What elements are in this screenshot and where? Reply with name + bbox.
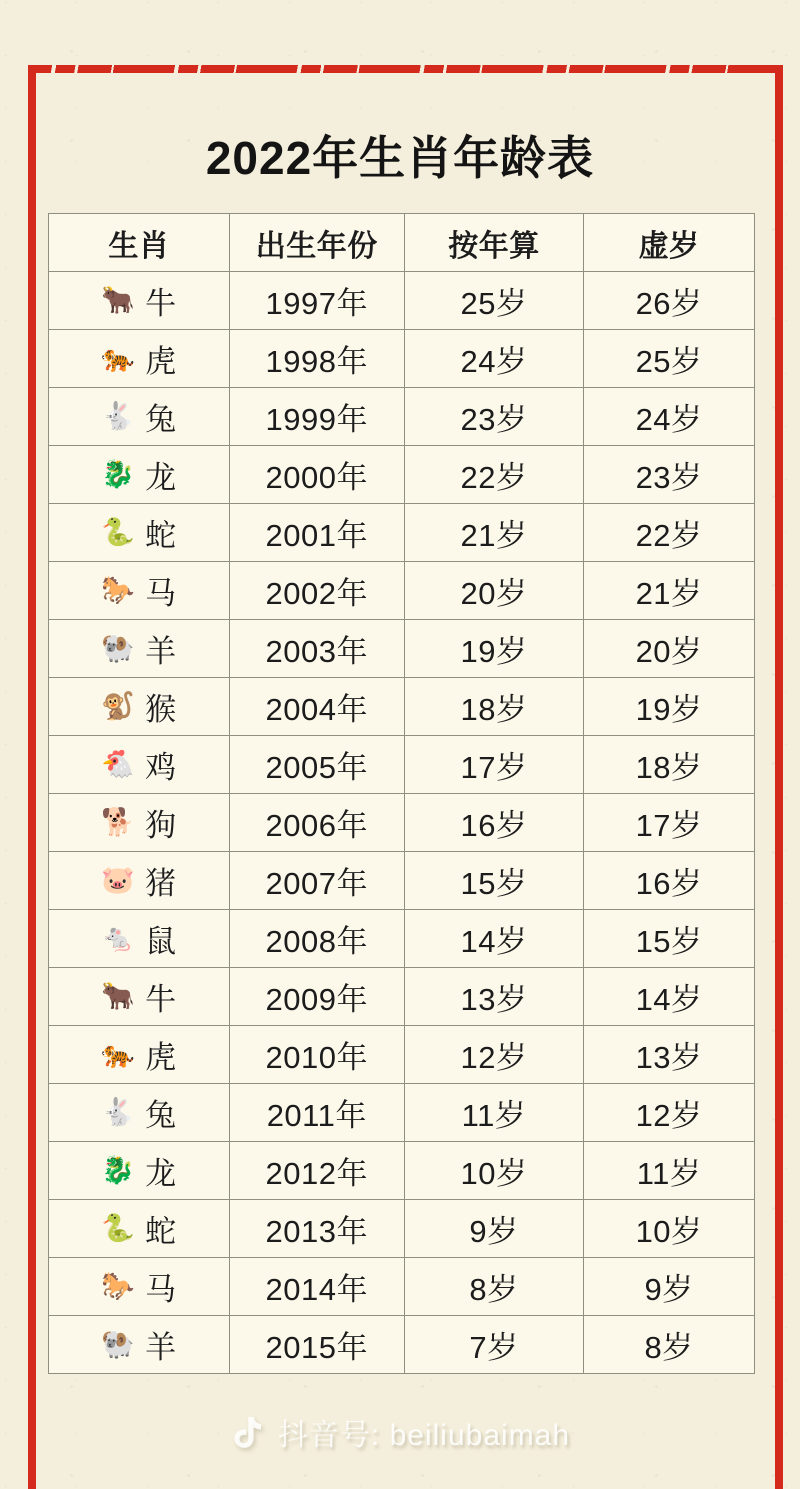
cell-zodiac	[49, 1084, 230, 1142]
cell-zodiac	[49, 504, 230, 562]
cell-age-by-year: 17岁	[404, 736, 583, 794]
watermark-text: 抖音号: beiliubaimah	[277, 1419, 571, 1452]
cell-nominal-age: 9岁	[584, 1258, 755, 1316]
ox-emoji: 🐂	[101, 285, 136, 316]
zodiac-label: 兔	[145, 1098, 177, 1133]
douyin-logo-icon	[230, 1413, 266, 1451]
zodiac-label: 鸡	[145, 750, 177, 785]
cell-nominal-age: 14岁	[584, 968, 755, 1026]
cell-zodiac	[49, 968, 230, 1026]
cell-birth-year: 2004年	[229, 678, 404, 736]
zodiac-age-table	[48, 213, 755, 1374]
header-age-by-year: 按年算	[404, 214, 583, 272]
zodiac-label: 羊	[145, 1330, 177, 1365]
cell-zodiac	[49, 852, 230, 910]
cell-birth-year: 2002年	[229, 562, 404, 620]
zodiac-label: 猪	[145, 866, 177, 901]
cell-age-by-year: 15岁	[404, 852, 583, 910]
zodiac-label: 龙	[145, 1156, 177, 1191]
cell-age-by-year: 25岁	[404, 272, 583, 330]
cell-birth-year: 1999年	[229, 388, 404, 446]
monkey-emoji: 🐒	[101, 691, 136, 722]
table-row	[49, 272, 755, 330]
cell-age-by-year: 18岁	[404, 678, 583, 736]
zodiac-label: 蛇	[145, 518, 177, 553]
table-row	[49, 620, 755, 678]
watermark	[0, 1410, 800, 1454]
cell-age-by-year: 22岁	[404, 446, 583, 504]
cell-zodiac	[49, 736, 230, 794]
cell-nominal-age: 10岁	[584, 1200, 755, 1258]
cell-zodiac	[49, 272, 230, 330]
zodiac-label: 牛	[145, 982, 177, 1017]
rat-emoji: 🐁	[101, 923, 136, 954]
table-row	[49, 330, 755, 388]
table-row	[49, 1200, 755, 1258]
zodiac-label: 兔	[145, 402, 177, 437]
cell-nominal-age: 26岁	[584, 272, 755, 330]
cell-zodiac	[49, 446, 230, 504]
zodiac-label: 蛇	[145, 1214, 177, 1249]
cell-nominal-age: 23岁	[584, 446, 755, 504]
cell-nominal-age: 19岁	[584, 678, 755, 736]
table-row	[49, 388, 755, 446]
cell-age-by-year: 13岁	[404, 968, 583, 1026]
cell-nominal-age: 8岁	[584, 1316, 755, 1374]
cell-zodiac	[49, 910, 230, 968]
cell-zodiac	[49, 1026, 230, 1084]
cell-birth-year: 1997年	[229, 272, 404, 330]
cell-nominal-age: 13岁	[584, 1026, 755, 1084]
cell-zodiac	[49, 1142, 230, 1200]
cell-nominal-age: 12岁	[584, 1084, 755, 1142]
cell-nominal-age: 22岁	[584, 504, 755, 562]
cell-birth-year: 2007年	[229, 852, 404, 910]
zodiac-label: 羊	[145, 634, 177, 669]
dragon-emoji: 🐉	[101, 459, 136, 490]
cell-birth-year: 2015年	[229, 1316, 404, 1374]
table-row	[49, 968, 755, 1026]
header-zodiac: 生肖	[49, 214, 230, 272]
zodiac-label: 鼠	[145, 924, 177, 959]
table-row	[49, 1316, 755, 1374]
cell-birth-year: 2003年	[229, 620, 404, 678]
table-row	[49, 852, 755, 910]
table-header-row	[49, 214, 755, 272]
cell-nominal-age: 16岁	[584, 852, 755, 910]
table-row	[49, 1026, 755, 1084]
cell-birth-year: 2006年	[229, 794, 404, 852]
cell-birth-year: 2005年	[229, 736, 404, 794]
cell-zodiac	[49, 1200, 230, 1258]
cell-birth-year: 2000年	[229, 446, 404, 504]
cell-birth-year: 2014年	[229, 1258, 404, 1316]
cell-age-by-year: 11岁	[404, 1084, 583, 1142]
cell-birth-year: 2009年	[229, 968, 404, 1026]
cell-zodiac	[49, 330, 230, 388]
cell-nominal-age: 15岁	[584, 910, 755, 968]
rooster-emoji: 🐔	[101, 749, 136, 780]
cell-zodiac	[49, 1316, 230, 1374]
cell-zodiac	[49, 1258, 230, 1316]
table-row	[49, 1084, 755, 1142]
zodiac-label: 虎	[145, 344, 177, 379]
cell-age-by-year: 24岁	[404, 330, 583, 388]
snake-emoji: 🐍	[101, 517, 136, 548]
cell-age-by-year: 20岁	[404, 562, 583, 620]
dog-emoji: 🐕	[101, 807, 136, 838]
table-row	[49, 678, 755, 736]
tiger-emoji: 🐅	[101, 343, 136, 374]
zodiac-label: 马	[145, 576, 177, 611]
table-row	[49, 562, 755, 620]
table-row	[49, 446, 755, 504]
cell-age-by-year: 14岁	[404, 910, 583, 968]
cell-birth-year: 2008年	[229, 910, 404, 968]
horse-emoji: 🐎	[101, 575, 136, 606]
cell-nominal-age: 11岁	[584, 1142, 755, 1200]
snake-emoji: 🐍	[101, 1213, 136, 1244]
rabbit-emoji: 🐇	[101, 401, 136, 432]
table-row	[49, 736, 755, 794]
table-row	[49, 910, 755, 968]
cell-zodiac	[49, 562, 230, 620]
cell-nominal-age: 21岁	[584, 562, 755, 620]
cell-nominal-age: 17岁	[584, 794, 755, 852]
frame-top-distress-texture	[28, 64, 783, 74]
zodiac-label: 牛	[145, 286, 177, 321]
zodiac-label: 狗	[145, 808, 177, 843]
pig-emoji: 🐷	[101, 865, 136, 896]
header-nominal-age: 虚岁	[584, 214, 755, 272]
cell-birth-year: 1998年	[229, 330, 404, 388]
tiger-emoji: 🐅	[101, 1039, 136, 1070]
cell-nominal-age: 25岁	[584, 330, 755, 388]
cell-birth-year: 2012年	[229, 1142, 404, 1200]
cell-age-by-year: 19岁	[404, 620, 583, 678]
cell-nominal-age: 20岁	[584, 620, 755, 678]
table-row	[49, 1258, 755, 1316]
goat-emoji: 🐏	[101, 633, 136, 664]
cell-age-by-year: 8岁	[404, 1258, 583, 1316]
cell-zodiac	[49, 620, 230, 678]
cell-birth-year: 2010年	[229, 1026, 404, 1084]
cell-nominal-age: 24岁	[584, 388, 755, 446]
table-row	[49, 794, 755, 852]
rabbit-emoji: 🐇	[101, 1097, 136, 1128]
cell-age-by-year: 23岁	[404, 388, 583, 446]
header-birth-year: 出生年份	[229, 214, 404, 272]
goat-emoji: 🐏	[101, 1329, 136, 1360]
cell-nominal-age: 18岁	[584, 736, 755, 794]
page-title: 2022年生肖年龄表	[205, 132, 595, 184]
zodiac-label: 猴	[145, 692, 177, 727]
dragon-emoji: 🐉	[101, 1155, 136, 1186]
cell-age-by-year: 10岁	[404, 1142, 583, 1200]
cell-birth-year: 2011年	[229, 1084, 404, 1142]
cell-zodiac	[49, 678, 230, 736]
cell-age-by-year: 7岁	[404, 1316, 583, 1374]
cell-birth-year: 2013年	[229, 1200, 404, 1258]
cell-age-by-year: 16岁	[404, 794, 583, 852]
cell-birth-year: 2001年	[229, 504, 404, 562]
zodiac-label: 虎	[145, 1040, 177, 1075]
ox-emoji: 🐂	[101, 981, 136, 1012]
cell-zodiac	[49, 794, 230, 852]
zodiac-label: 马	[145, 1272, 177, 1307]
zodiac-label: 龙	[145, 460, 177, 495]
cell-zodiac	[49, 388, 230, 446]
table-row	[49, 504, 755, 562]
cell-age-by-year: 21岁	[404, 504, 583, 562]
cell-age-by-year: 9岁	[404, 1200, 583, 1258]
horse-emoji: 🐎	[101, 1271, 136, 1302]
cell-age-by-year: 12岁	[404, 1026, 583, 1084]
table-row	[49, 1142, 755, 1200]
